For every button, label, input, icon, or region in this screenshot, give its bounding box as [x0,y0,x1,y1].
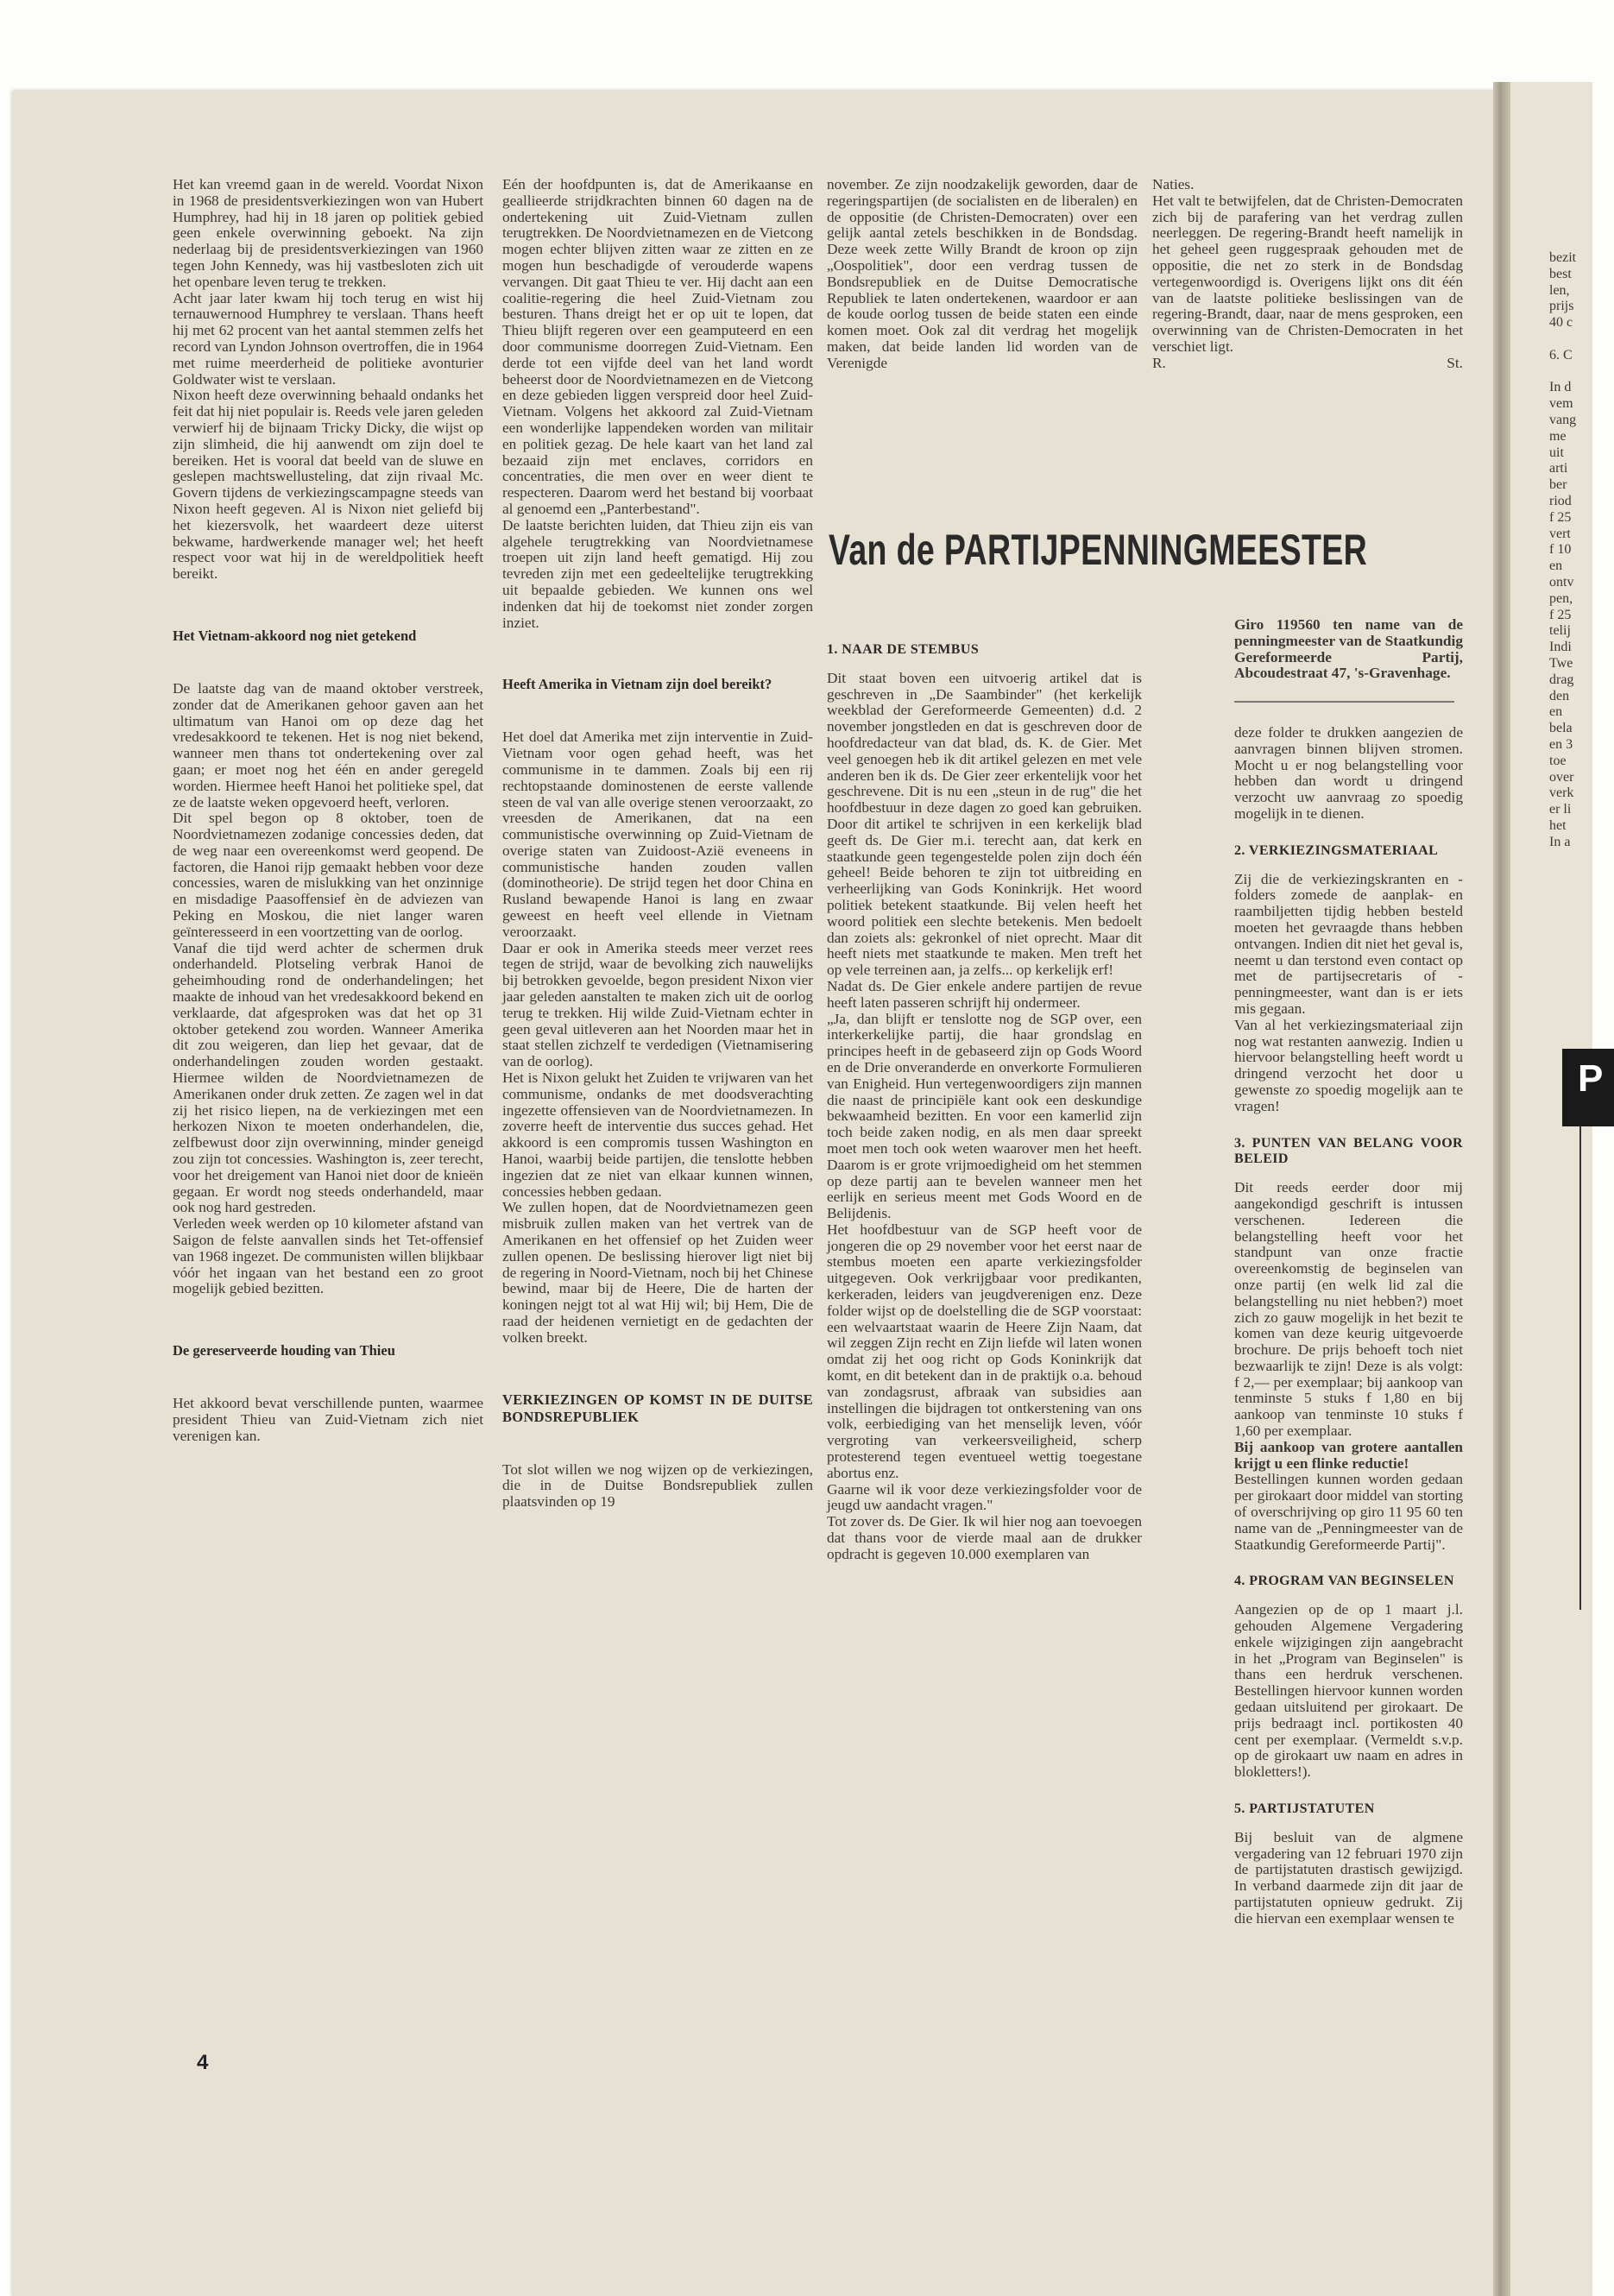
paragraph: Dit staat boven een uitvoerig artikel dat is geschreven in „De Saambinder" (het kerkelijk weekblad der Gereformeerde Gemeenten) d.d. 2 november jongstleden en dat is geschreven door de hoofdredacteur van dat blad, ds. K. de Gier. Met veel genoegen heb ik dit artikel gelezen en met vele anderen ben ik ds. De Gier zeer erkentelijk voor het geschrevene. Dit is nu een „steun in de rug" die het hoofdbestuur in deze dagen zo goed kan gebruiken. Door dit artikel te schrijven in een kerkelijk blad geeft ds. De Gier m.i. terecht aan, dat kerk en staatkunde geen tegengestelde polen zijn doch één geheel! Beide behoren te zijn tot uitbreiding en verheerlijking van Gods Koninkrijk. Het woord politiek betekent staatkunde. Bij velen heeft het woord politiek een slechte betekenis. Men bedoelt dan zoiets als: gekronkel of niet oprecht. Maar dit heeft niets met staatkunde te maken. Men treft het op vele terreinen aan, ja zelfs... op kerkelijk erf! [827,669,1142,979]
paragraph: Verleden week werden op 10 kilometer afstand van Saigon de felste aanvallen sinds het Tet-offensief van 1968 ingezet. De communisten willen blijkbaar vóór het ingaan van het bestand een zo groot mogelijk gebied bezitten. [173,1215,483,1297]
paragraph: Het doel dat Amerika met zijn interventie in Zuid-Vietnam voor ogen gehad heeft, was het communisme in te dammen. Zoals bij een rij rechtopstaande dominostenen de eerste vallende steen de val van alle overige stenen veroorzaakt, zo vreesden de Amerikanen, dat na een communistische overwinning op Zuid-Vietnam de overige staten van Zuidoost-Azië eveneens in communistische handen zouden vallen (dominotheorie). De strijd tegen het door China en Rusland bewapende Hanoi is lang en zwaar geweest en heeft veel ellende in Vietnam veroorzaakt. [502,729,813,940]
next-page-line: drag [1549,672,1574,687]
paragraph: De laatste dag van de maand oktober verstreek, zonder dat de Amerikanen gehoor gaven aan het ultimatum van Hanoi om op deze dag het vredesakkoord te tekenen. Het is nog niet bekend, wanneer men thans tot ondertekening over zal gaan; er moet nog het één en ander geregeld worden. Hiermee heeft Hanoi het politieke spel, dat ze de laatste weken opgevoerd heeft, verloren. [173,679,483,811]
paragraph: Tot zover ds. De Gier. Ik wil hier nog aan toevoegen dat thans voor de vierde maal aan de drukker opdracht is gegeven 10.000 exemplaren van [827,1513,1142,1562]
next-page-line: ontv [1549,574,1574,590]
page-number: 4 [197,2051,209,2074]
paragraph: Dit spel begon op 8 oktober, toen de Noordvietnamezen zodanige concessies deden, dat de weg naar een overeenkomst werd geopend. De factoren, die Hanoi rijp gemaakt hebben voor deze concessies, waren de mislukking van het onzinnige en misdadige Paasoffensief èn de adviezen van Peking en Moskou, die niet langer waren geïnteresseerd in een voortzetting van de oorlog. [173,810,483,940]
column-4-top [1152,177,1463,372]
next-page-line: ber [1549,477,1567,493]
giro-notice: Giro 119560 ten name van de penningmeester van de Staatkundig Gereformeerde Partij, Abcoudestraat 47, 's-Gravenhage. [1234,616,1463,682]
page-gutter [1493,82,1510,2296]
paragraph: deze folder te drukken aangezien de aanvragen binnen blijven stromen. Mocht u er nog belangstelling voor hebben dan wordt u dringend verzocht uw aanvraag zo spoedig mogelijk in te dienen. [1234,724,1463,822]
next-page-line: bezit [1549,250,1577,265]
next-page-line: over [1549,769,1574,785]
paragraph: Naties. [1152,176,1195,192]
paragraph: Bij besluit van de algmene vergadering van 12 februari 1970 zijn de partijstatuten drastisch gewijzigd. In verband daarmede zijn dit jaar de partijstatuten opnieuw gedrukt. Zij die hiervan een exemplaar wensen te [1234,1828,1463,1927]
column-1 [173,177,483,1445]
paragraph: Het valt te betwijfelen, dat de Christen-Democraten zich bij de parafering van het verdrag zullen neerleggen. De regering-Brandt heeft namelijk in het geheel geen ruggespraak gehouden met de oppositie, die net zo sterk in de Bondsdag vertegenwoordigd is. Overigens lijkt ons dit één van de laatste politieke beslissingen van de regering-Brandt, daar, naar de mens gesproken, een overwinning van de Christen-Democraten in het verschiet ligt. [1152,192,1463,355]
next-page-line: Indi [1549,640,1572,655]
paragraph: Dit reeds eerder door mij aangekondigd geschrift is intussen verschenen. Iedereen die belangstelling heeft voor het standpunt van onze fractie overeenkomstig de beginselen van onze partij (en welk lid zal die belangstelling nu niet hebben?) moet zich zo gauw mogelijk in het bezit te komen van deze keurig uitgevoerde brochure. De prijs behoeft toch niet bezwaarlijk te zijn! Deze is als volgt: f 2,— per exemplaar; bij aankoop van tenminste 5 stuks f 1,80 en bij aankoop van tenminste 10 stuks f 1,60 per exemplaar. [1234,1179,1463,1440]
paragraph: De laatste berichten luiden, dat Thieu zijn eis van algehele terugtrekking van Noordvietnamese troepen uit zijn land heeft gematigd. Hij zou tevreden zijn met een gedeeltelijke terugtrekking uit bepaalde gebieden. We kunnen ons wel indenken dat hij de toekomst niet zonder zorgen inziet. [502,516,813,631]
signature [1152,356,1463,372]
next-page-line: In d [1549,380,1572,395]
paragraph: Het is Nixon gelukt het Zuiden te vrijwaren van het communisme, ondanks de met doodsverachting ingezette offensieven van de Noordvietnamezen. In zoverre heeft de interventie dus succes gehad. Het akkoord is een compromis tussen Washington en Hanoi, waarbij beide partijen, die tenslotte hebben ingezien dat ze niet van elkaar kunnen winnen, concessies hebben gedaan. [502,1069,813,1200]
next-page-line: arti [1549,461,1568,476]
subheading-vietnam-akkoord: Het Vietnam-akkoord nog niet getekend [173,627,417,644]
next-page-frame [1579,1126,1598,1610]
column-4-bottom [1234,617,1463,682]
next-page-line: len, [1549,282,1570,298]
paragraph: „Ja, dan blijft er tenslotte nog de SGP over, een interkerkelijke partij, die haar grondslag en principes heeft in de gebaseerd zijn op Gods Woord en de Drie onveranderde en onverkorte Formulieren van Enigheid. Hun vertegenwoordigers zijn mannen die naast de principiële kant ook een deskundige bekwaamheid bezitten. En voor een kamerlid zijn toch beide zaken nodig, en als men daar spreekt moet men toch ook weten waarover men het heeft. Daarom is er grote vrijmoedigheid om het stemmen op deze partij aan te bevelen wanneer men het eerlijk en serieus meent met Gods Woord en de Belijdenis. [827,1010,1142,1222]
paragraph: Bestellingen kunnen worden gedaan per girokaart door middel van storting of overschrijving op giro 11 95 60 ten name van de „Penningmeester van de Staatkundig Gereformeerde Partij". [1234,1471,1463,1553]
next-page-line: en 3 [1549,736,1573,752]
column-2 [502,177,813,1511]
paragraph: Aangezien op de op 1 maart j.l. gehouden Algemene Vergadering enkele wijzigingen zijn aangebracht in het „Program van Beginselen" is thans een herdruk verschenen. Bestellingen hiervoor kunnen worden gedaan uitsluitend per girokaart. De prijs bedraagt incl. portikosten 40 cent per exemplaar. (Vermeldt s.v.p. op de girokaart uw naam en adres in blokletters!). [1234,1601,1463,1781]
signature-left: R. [1152,354,1166,371]
paragraph: Gaarne wil ik voor deze verkiezingsfolder voor de jeugd uw aandacht vragen." [827,1480,1142,1514]
signature-right: St. [1447,354,1463,371]
next-page-line: In a [1549,834,1571,849]
next-page-line: er li [1549,802,1572,817]
subheading-thieu: De gereserveerde houding van Thieu [173,1342,395,1359]
next-page-line: f 10 [1549,542,1572,558]
next-page-block-letter: P [1562,1049,1614,1126]
heading-program-van-beginselen: 4. PROGRAM VAN BEGINSELEN [1234,1574,1454,1589]
heading-partijstatuten: 5. PARTIJSTATUTEN [1234,1801,1375,1817]
paragraph: Nadat ds. De Gier enkele andere partijen de revue heeft laten passeren schrijft hij ondermeer. [827,977,1142,1011]
next-page-text-fragments [1549,250,1601,850]
next-page-line: me [1549,428,1567,444]
next-page-line: toe [1549,753,1567,768]
divider-rule [1234,701,1454,703]
next-page-line: Twe [1549,655,1573,671]
paragraph: Van al het verkiezingsmateriaal zijn nog wat restanten aanwezig. Indien u hiervoor belangstelling heeft wordt u dringend verzocht het door u gewenste zo spoedig mogelijk aan te vragen! [1234,1016,1463,1114]
next-page-line: en [1549,704,1563,720]
paragraph: november. Ze zijn noodzakelijk geworden, daar de regeringspartijen (de socialisten en de liberalen) en de oppositie (de Christen-Democraten) over een gelijk aantal zetels beschikken in de Bondsdag. Deze week zette Willy Brandt de kroon op zijn „Oospolitiek", door een verdrag tussen de Bondsrepubliek en de Duitse Democratische Republiek te laten ondertekenen, waardoor er aan de koude oorlog tussen de beide staten een einde komen moet. Ook zal dit verdrag het mogelijk maken, dat beide landen lid worden van de Verenigde [827,176,1138,371]
subheading-verkiezingen: VERKIEZINGEN OP KOMST IN DE DUITSE BONDSREPUBLIEK [502,1391,813,1425]
next-page-line: het [1549,817,1567,833]
next-page-line: riod [1549,493,1572,508]
next-page-line: telij [1549,623,1571,639]
next-page-line: 40 c [1549,315,1573,331]
next-page-line: vang [1549,412,1577,427]
next-page-line: uit [1549,445,1564,460]
paragraph: Acht jaar later kwam hij toch terug en wist hij ternauwernood Humphrey te verslaan. Thans heeft hij met 62 procent van het aantal stemmen zelfs het record van Lyndon Johnson overtroffen, die in 1964 met ruime meerderheid de politieke avonturier Goldwater wist te verslaan. [173,289,483,388]
paragraph: Het akkoord bevat verschillende punten, waarmee president Thieu van Zuid-Vietnam zich niet verenigen kan. [173,1395,483,1444]
paragraph: Het kan vreemd gaan in de wereld. Voordat Nixon in 1968 de presidentsverkiezingen won van Hubert Humphrey, had hij in 18 jaren op politiek gebied geen enkele overwinning geboekt. Na zijn nederlaag bij de presidentsverkiezingen van 1960 tegen John Kennedy, was hij vastbesloten zich uit het openbare leven terug te trekken. [173,176,483,290]
heading-naar-de-stembus: 1. NAAR DE STEMBUS [827,642,980,657]
column-3-top [827,177,1138,372]
next-page-line: f 25 [1549,509,1572,525]
paragraph: Het hoofdbestuur van de SGP heeft voor de jongeren die op 29 november voor het eerst naar de stembus moeten een aparte verkiezingsfolder uitgegeven. Ook verkrijgbaar voor predikanten, kerkeraden, leiders van jeugdverenigen enz. Deze folder wijst op de doelstelling die de SGP voorstaat: een welvaartstaat waarin de Heere Zijn Naam, dat wil zeggen Zijn recht en Zijn liefde wil laten wonen omdat zij het oog richt op Gods Koninkrijk dat komt, en dit betekent dan in de praktijk o.a. behoud van zondagsrust, afbraak van subsidies aan instellingen die bijdragen tot ontkerstening van ons volk, eerbiediging van het menselijk leven, vóór vergroting van verkeersveiligheid, scherp protesterend tegen eventueel wettig toegestane abortus enz. [827,1221,1142,1481]
paragraph-reductie: Bij aankoop van grotere aantallen krijgt u een flinke reductie! [1234,1438,1463,1472]
next-page-line: prijs [1549,299,1574,314]
column-4-bottom-continued [1234,725,1463,1927]
next-page-line: vem [1549,396,1573,412]
next-page-line: verk [1549,785,1574,801]
paragraph: Vanaf die tijd werd achter de schermen druk onderhandeld. Plotseling verbrak Hanoi de geheimhouding rond de onderhandelingen; het maakte de inhoud van het vredesakkoord bekend en verklaarde, dat afgesproken was dat het op 31 oktober getekend zou worden. Wanneer Amerika dit zou weigeren, dan liep het gevaar, dat de onderhandelingen zouden worden gestaakt. Hiermee wilden de Noordvietnamezen de Amerikanen onder druk zetten. Ze zagen wel in dat zij het risico liepen, na de verkiezingen met een herkozen Nixon te moeten onderhandelen, die, zelfbewust door zijn overwinning, minder geneigd zou zijn tot concessies. Washington is, zeer terecht, voor het dreigement van Hanoi niet door de knieën gegaan. Er wordt nog steeds onderhandeld, maar ook nog hard gestreden. [173,939,483,1216]
next-page-line: 6. C [1549,347,1573,363]
paragraph: Zij die de verkiezingskranten en -folders zomede de aanplak- en raambiljetten tijdig hebben besteld moeten het gevraagde thans hebben ontvangen. Indien dit niet het geval is, neemt u dan terstond even contact op met de partijsecretaris of -penningmeester, want dan is er iets mis gegaan. [1234,870,1463,1017]
paragraph: Daar er ook in Amerika steeds meer verzet rees tegen de strijd, waar de bevolking zich nauwelijks bij betrokken gevoelde, begon president Nixon vier jaar geleden aanstalten te maken zich uit de oorlog terug te trekken. Hij wilde Zuid-Vietnam echter in geen geval uitleveren aan het Noorden maar het in staat stellen zichzelf te verdedigen (Vietnamisering van de oorlog). [502,939,813,1070]
next-page-line: vert [1549,526,1571,541]
paragraph: We zullen hopen, dat de Noordvietnamezen geen misbruik zullen maken van het vertrek van de Amerikanen en het offensief op het Zuiden weer zullen openen. De beslissing hierover ligt niet bij de regering in Noord-Vietnam, noch bij het Chinese bewind, maar bij de Heere, Die de harten der koningen nejgt tot al wat Hij wil; bij Hem, Die de raad der heidenen vernietigt en de gedachten der volken breekt. [502,1199,813,1346]
next-page-line: pen, [1549,590,1573,606]
paragraph: Eén der hoofdpunten is, dat de Amerikaanse en geallieerde strijdkrachten binnen 60 dagen na de ondertekening uit Zuid-Vietnam zullen terugtrekken. De Noordvietnamezen en de Vietcong mogen echter blijven zitten waar ze zitten en ze mogen hun beschadigde of verouderde wapens vervangen. Dit gaat Thieu te ver. Hij dacht aan een coalitie-regering die heel Zuid-Vietnam zou besturen. Thans dreigt het er op uit te lopen, dat Thieu blijft regeren over een geamputeerd en een door communisme doorregen Zuid-Vietnam. Een derde tot een vijfde deel van het land wordt beheerst door de Noordvietnamezen en de Vietcong en deze gebieden liggen verspreid door heel Zuid-Vietnam. Volgens het akkoord zal Zuid-Vietnam een wonderlijke lappendeken worden van militair en politiek gezag. De hele kaart van het land zal bezaaid zijn met enclaves, corridors en concentraties, die men over en weer dient te respecteren. Daarom werd het bestand bij voorbaat al genoemd een „Panterbestand". [502,176,813,517]
section-banner: Van de PARTIJPENNINGMEESTER [829,526,1368,574]
next-page-line: f 25 [1549,607,1572,622]
next-page-line: den [1549,688,1570,703]
next-page-line: best [1549,266,1572,281]
heading-punten-van-belang: 3. PUNTEN VAN BELANG VOOR BELEID [1234,1135,1463,1167]
next-page-line: bela [1549,721,1573,736]
next-page-line [1549,364,1601,381]
paragraph: Nixon heeft deze overwinning behaald ondanks het feit dat hij niet populair is. Reeds vele jaren geleden verwierf hij de bijnaam Tricky Dicky, die wijst op zijn slimheid, die hij aanwendt om zijn doel te bereiken. Het is vooral dat beeld van de sluwe en geslepen machtswellusteling, dat zijn rivaal Mc. Govern tijdens de verkiezingscampagne steeds van Nixon heeft gegeven. Al is Nixon niet geliefd bij het kiezersvolk, het waardeert deze uiterst bekwame, hardwerkende manager wel; het heeft respect voor wat hij in de wereldpolitiek heeft bereikt. [173,387,483,583]
paragraph: Tot slot willen we nog wijzen op de verkiezingen, die in de Duitse Bondsrepubliek zullen plaatsvinden op 19 [502,1460,813,1511]
next-page-edge [1510,82,1604,2296]
next-page-line [1549,331,1601,348]
subheading-amerika: Heeft Amerika in Vietnam zijn doel bereikt? [502,676,772,693]
heading-verkiezingsmateriaal: 2. VERKIEZINGSMATERIAAL [1234,842,1439,858]
column-3-bottom [827,621,1142,1563]
next-page-line: en [1549,558,1563,574]
